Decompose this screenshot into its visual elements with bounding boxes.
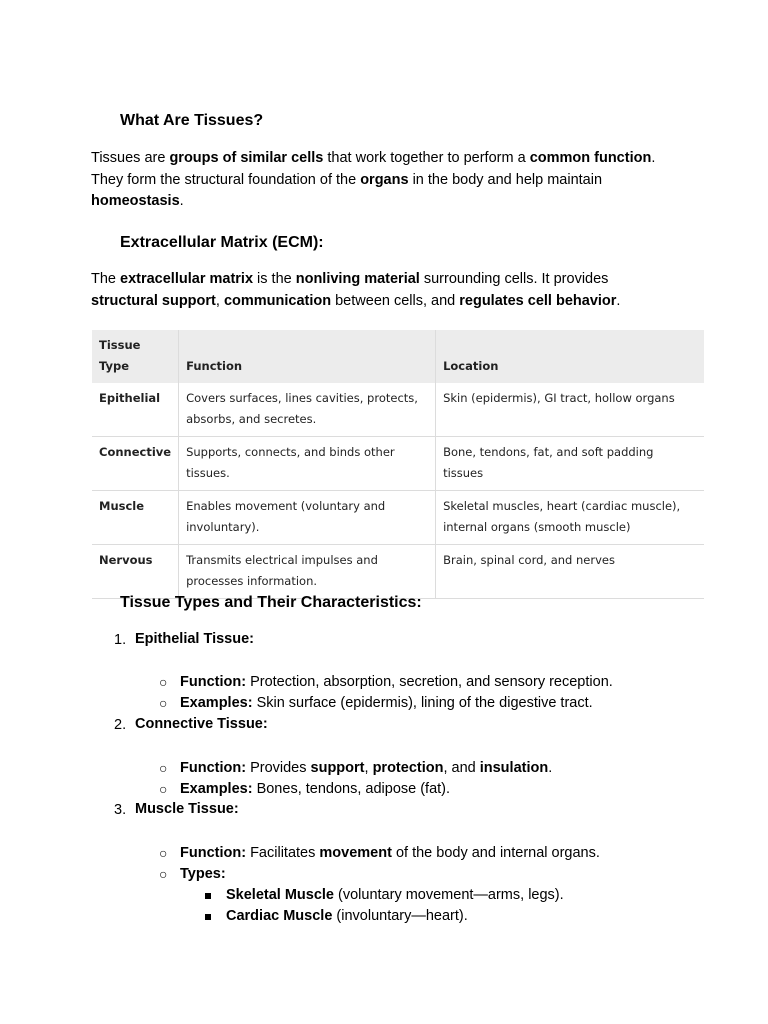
heading-extracellular-matrix: Extracellular Matrix (ECM):: [120, 234, 324, 251]
epithelial-function: Function: Protection, absorption, secretion, and sensory reception.: [180, 674, 613, 690]
item-muscle-title: Muscle Tissue:: [135, 801, 239, 817]
table-header-row: [92, 330, 704, 383]
bullet-circle-icon: ○: [159, 866, 168, 882]
cell-type: Nervous: [92, 545, 179, 599]
list-number: 1.: [114, 632, 127, 648]
connective-function: Function: Provides support, protection, and insulation.: [180, 760, 553, 776]
list-number: 2.: [114, 717, 127, 733]
bullet-circle-icon: ○: [159, 845, 168, 861]
bullet-square-icon: [205, 893, 211, 899]
header-location: Location: [443, 359, 499, 373]
cell-function: Transmits electrical impulses and processes information.: [179, 545, 436, 599]
connective-examples: Examples: Bones, tendons, adipose (fat).: [180, 781, 451, 797]
bullet-square-icon: [205, 914, 211, 920]
header-tissue-type: Tissue Type: [92, 330, 179, 383]
cell-location: Bone, tendons, fat, and soft padding tissues: [443, 445, 654, 480]
table-row: [92, 383, 704, 437]
table-row: [92, 491, 704, 545]
item-connective-title: Connective Tissue:: [135, 716, 268, 732]
table-row: [92, 545, 704, 599]
list-number: 3.: [114, 802, 127, 818]
cell-type: Epithelial: [92, 383, 179, 437]
cell-location: Brain, spinal cord, and nerves: [443, 553, 615, 567]
muscle-function: Function: Facilitates movement of the body and internal organs.: [180, 845, 600, 861]
cell-function: Supports, connects, and binds other tissues.: [179, 437, 436, 491]
cell-type: Connective: [92, 437, 179, 491]
muscle-types-label: Types:: [180, 866, 226, 882]
bullet-circle-icon: ○: [159, 760, 168, 776]
epithelial-examples: Examples: Skin surface (epidermis), lining of the digestive tract.: [180, 695, 593, 711]
bullet-circle-icon: ○: [159, 695, 168, 711]
item-epithelial-title: Epithelial Tissue:: [135, 631, 254, 647]
cell-function: Enables movement (voluntary and involuntary).: [179, 491, 436, 545]
heading-what-are-tissues: What Are Tissues?: [120, 112, 264, 129]
paragraph-ecm-definition: The extracellular matrix is the nonliving material surrounding cells. It provides structural support, communication between cells, and regulates cell behavior.: [91, 271, 621, 309]
table-row: [92, 437, 704, 491]
bullet-circle-icon: ○: [159, 674, 168, 690]
muscle-type-skeletal: Skeletal Muscle (voluntary movement—arms, legs).: [226, 887, 564, 903]
muscle-type-cardiac: Cardiac Muscle (involuntary—heart).: [226, 908, 468, 924]
cell-location: Skin (epidermis), GI tract, hollow organs: [443, 391, 675, 405]
header-function: Function: [179, 330, 436, 383]
cell-location: Skeletal muscles, heart (cardiac muscle), internal organs (smooth muscle): [443, 499, 681, 534]
heading-tissue-types: Tissue Types and Their Characteristics:: [120, 594, 422, 611]
bullet-circle-icon: ○: [159, 781, 168, 797]
cell-type: Muscle: [92, 491, 179, 545]
cell-function: Covers surfaces, lines cavities, protects, absorbs, and secretes.: [179, 383, 436, 437]
tissue-table: [92, 330, 704, 599]
paragraph-tissues-definition: Tissues are groups of similar cells that work together to perform a common function. They form the structural foundation of the organs in the body and help maintain homeostasis.: [91, 150, 656, 209]
